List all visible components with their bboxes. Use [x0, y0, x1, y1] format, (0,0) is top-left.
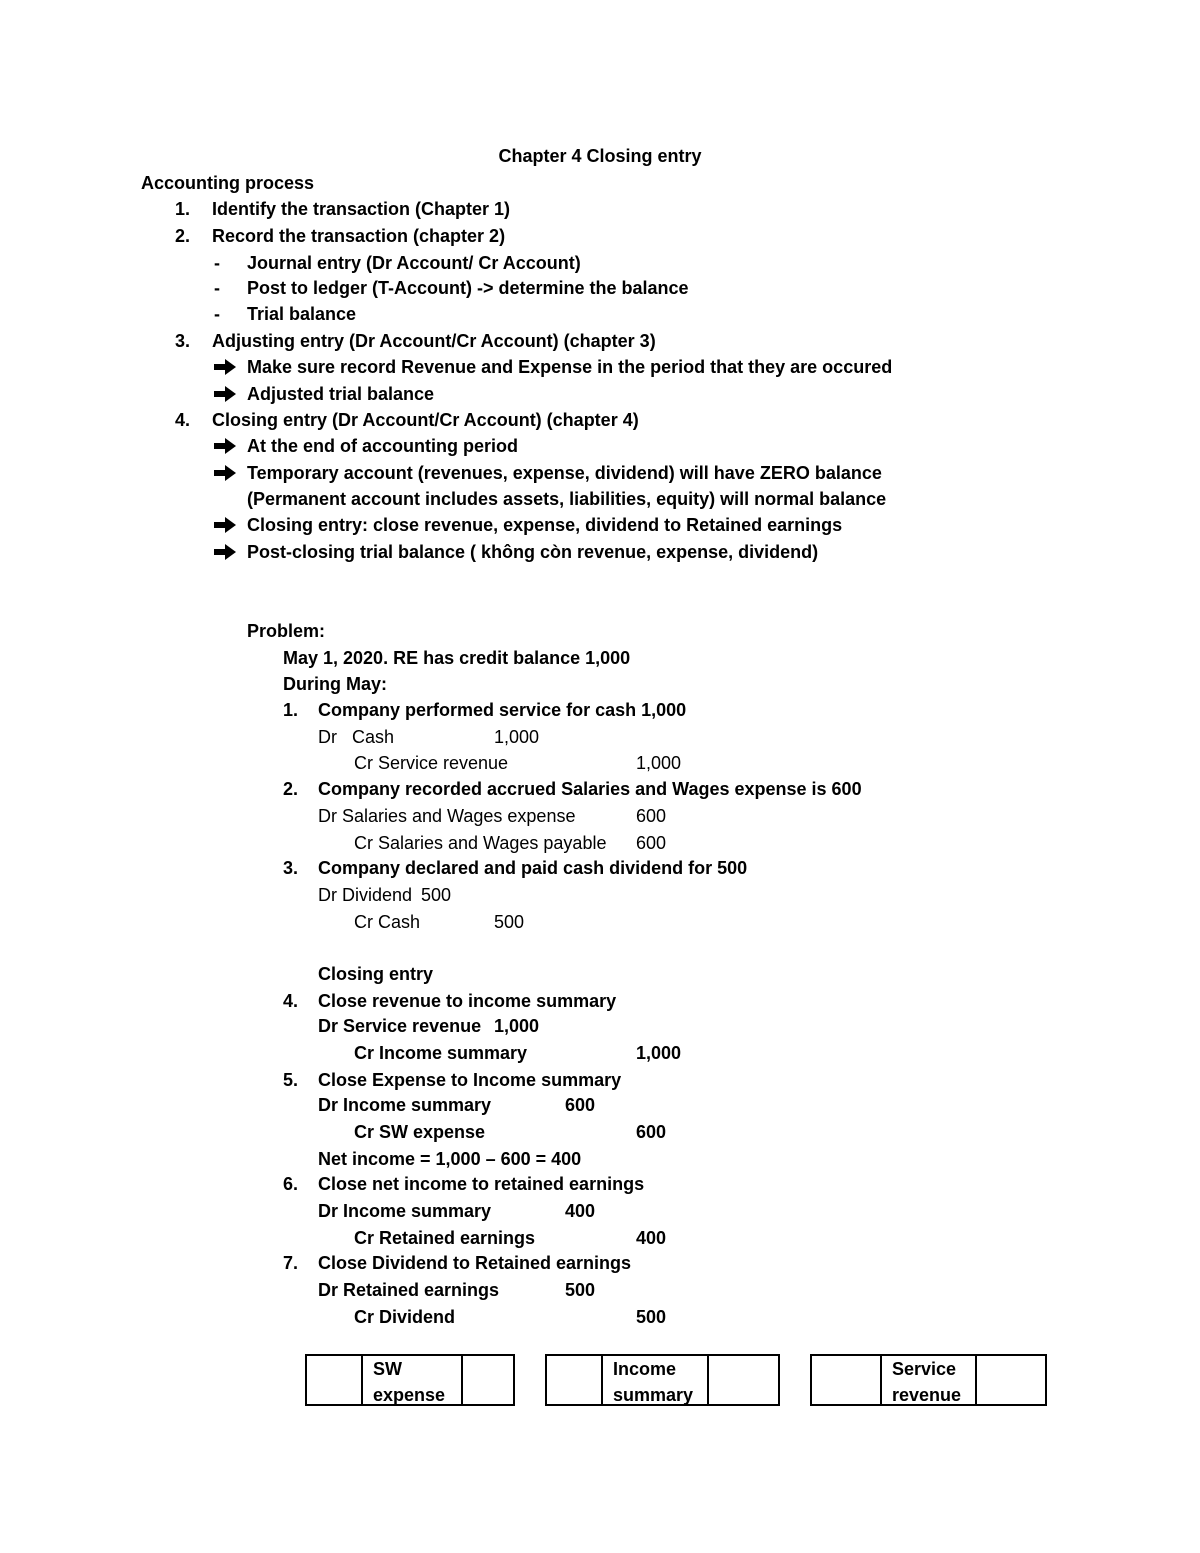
transaction-text: Company declared and paid cash dividend for 500 — [318, 858, 748, 878]
list-item: Temporary account (revenues, expense, dividend) will have ZERO balance — [247, 463, 882, 483]
step-text: Identify the transaction (Chapter 1) — [212, 199, 511, 219]
right-arrow-icon — [212, 462, 238, 484]
list-item: Make sure record Revenue and Expense in the period that they are occured — [247, 357, 893, 377]
debit-account: Dr Retained earnings — [318, 1280, 500, 1300]
step-text: Record the transaction (chapter 2) — [212, 226, 506, 246]
closing-text: Close Expense to Income summary — [318, 1070, 622, 1090]
list-item: Adjusted trial balance — [247, 384, 435, 404]
debit-account: Dr Income summary — [318, 1095, 492, 1115]
dash-bullet: - — [214, 253, 220, 273]
step-text: Adjusting entry (Dr Account/Cr Account) (chapter 3) — [212, 331, 656, 351]
credit-account: Cr Income summary — [354, 1043, 528, 1063]
t-account-debit-cell — [547, 1356, 603, 1404]
t-account-sw-expense — [305, 1354, 515, 1406]
section-heading: Accounting process — [141, 173, 315, 193]
credit-account: Cr Dividend — [354, 1307, 456, 1327]
closing-text: Close revenue to income summary — [318, 991, 617, 1011]
credit-amount: 1,000 — [636, 1043, 682, 1063]
debit-amount: 600 — [636, 806, 667, 826]
t-account-title-line: summary — [613, 1385, 694, 1405]
credit-amount: 600 — [636, 1122, 667, 1142]
transaction-number: 3. — [283, 858, 299, 878]
closing-number: 7. — [283, 1253, 299, 1273]
debit-amount: 500 — [565, 1280, 596, 1300]
step-number: 4. — [175, 410, 191, 430]
credit-amount: 1,000 — [636, 753, 682, 773]
debit-account: Dr Service revenue — [318, 1016, 482, 1036]
list-item: Trial balance — [247, 304, 357, 324]
t-account-credit-cell — [463, 1356, 513, 1404]
debit-account: Dr Income summary — [318, 1201, 492, 1221]
debit-label: Dr — [318, 727, 337, 747]
problem-label: Problem: — [247, 621, 326, 641]
t-account-debit-cell — [307, 1356, 363, 1404]
closing-number: 6. — [283, 1174, 299, 1194]
credit-account: Cr SW expense — [354, 1122, 486, 1142]
debit-amount: 600 — [565, 1095, 596, 1115]
page-title: Chapter 4 Closing entry — [498, 146, 702, 166]
closing-label: Closing entry — [318, 964, 434, 984]
right-arrow-icon — [212, 541, 238, 563]
t-account-title-line: SW — [373, 1359, 402, 1379]
debit-account: Dr Dividend — [318, 885, 413, 905]
right-arrow-icon — [212, 514, 238, 536]
t-account-title — [363, 1356, 463, 1404]
right-arrow-icon — [212, 383, 238, 405]
debit-amount: 500 — [421, 885, 452, 905]
transaction-text: Company recorded accrued Salaries and Wages expense is 600 — [318, 779, 862, 799]
debit-amount: 1,000 — [494, 727, 540, 747]
step-number: 1. — [175, 199, 191, 219]
closing-text: Close net income to retained earnings — [318, 1174, 645, 1194]
t-account-title — [882, 1356, 977, 1404]
net-income-calc: Net income = 1,000 – 600 = 400 — [318, 1149, 582, 1169]
list-item: Journal entry (Dr Account/ Cr Account) — [247, 253, 581, 273]
t-account-title-line: expense — [373, 1385, 446, 1405]
list-item: Post to ledger (T-Account) -> determine the balance — [247, 278, 689, 298]
list-item: At the end of accounting period — [247, 436, 518, 456]
closing-number: 4. — [283, 991, 299, 1011]
step-text: Closing entry (Dr Account/Cr Account) (chapter 4) — [212, 410, 639, 430]
t-account-title-line: Income — [613, 1359, 677, 1379]
step-number: 3. — [175, 331, 191, 351]
closing-number: 5. — [283, 1070, 299, 1090]
t-account-debit-cell — [812, 1356, 882, 1404]
debit-amount: 1,000 — [494, 1016, 540, 1036]
problem-text: During May: — [283, 674, 388, 694]
step-number: 2. — [175, 226, 191, 246]
transaction-number: 2. — [283, 779, 299, 799]
list-item: Post-closing trial balance ( không còn revenue, expense, dividend) — [247, 542, 819, 562]
credit-amount: 600 — [636, 833, 667, 853]
credit-account: Cr Salaries and Wages payable — [354, 833, 607, 853]
debit-amount: 400 — [565, 1201, 596, 1221]
credit-amount: 400 — [636, 1228, 667, 1248]
dash-bullet: - — [214, 278, 220, 298]
t-account-title — [603, 1356, 709, 1404]
debit-account: Dr Salaries and Wages expense — [318, 806, 576, 826]
debit-account: Cash — [352, 727, 395, 747]
credit-account: Cr Retained earnings — [354, 1228, 536, 1248]
credit-account: Cr Service revenue — [354, 753, 509, 773]
list-item: Closing entry: close revenue, expense, dividend to Retained earnings — [247, 515, 843, 535]
t-account-title-line: revenue — [892, 1385, 962, 1405]
t-account-income-summary — [545, 1354, 780, 1406]
credit-amount: 500 — [494, 912, 525, 932]
right-arrow-icon — [212, 356, 238, 378]
transaction-number: 1. — [283, 700, 299, 720]
list-item-continuation: (Permanent account includes assets, liabilities, equity) will normal balance — [247, 489, 887, 509]
t-account-service-revenue — [810, 1354, 1047, 1406]
transaction-text: Company performed service for cash 1,000 — [318, 700, 687, 720]
t-account-title-line: Service — [892, 1359, 957, 1379]
dash-bullet: - — [214, 304, 220, 324]
t-account-credit-cell — [977, 1356, 1045, 1404]
t-account-credit-cell — [709, 1356, 778, 1404]
problem-text: May 1, 2020. RE has credit balance 1,000 — [283, 648, 631, 668]
closing-text: Close Dividend to Retained earnings — [318, 1253, 632, 1273]
credit-amount: 500 — [636, 1307, 667, 1327]
credit-account: Cr Cash — [354, 912, 421, 932]
right-arrow-icon — [212, 435, 238, 457]
